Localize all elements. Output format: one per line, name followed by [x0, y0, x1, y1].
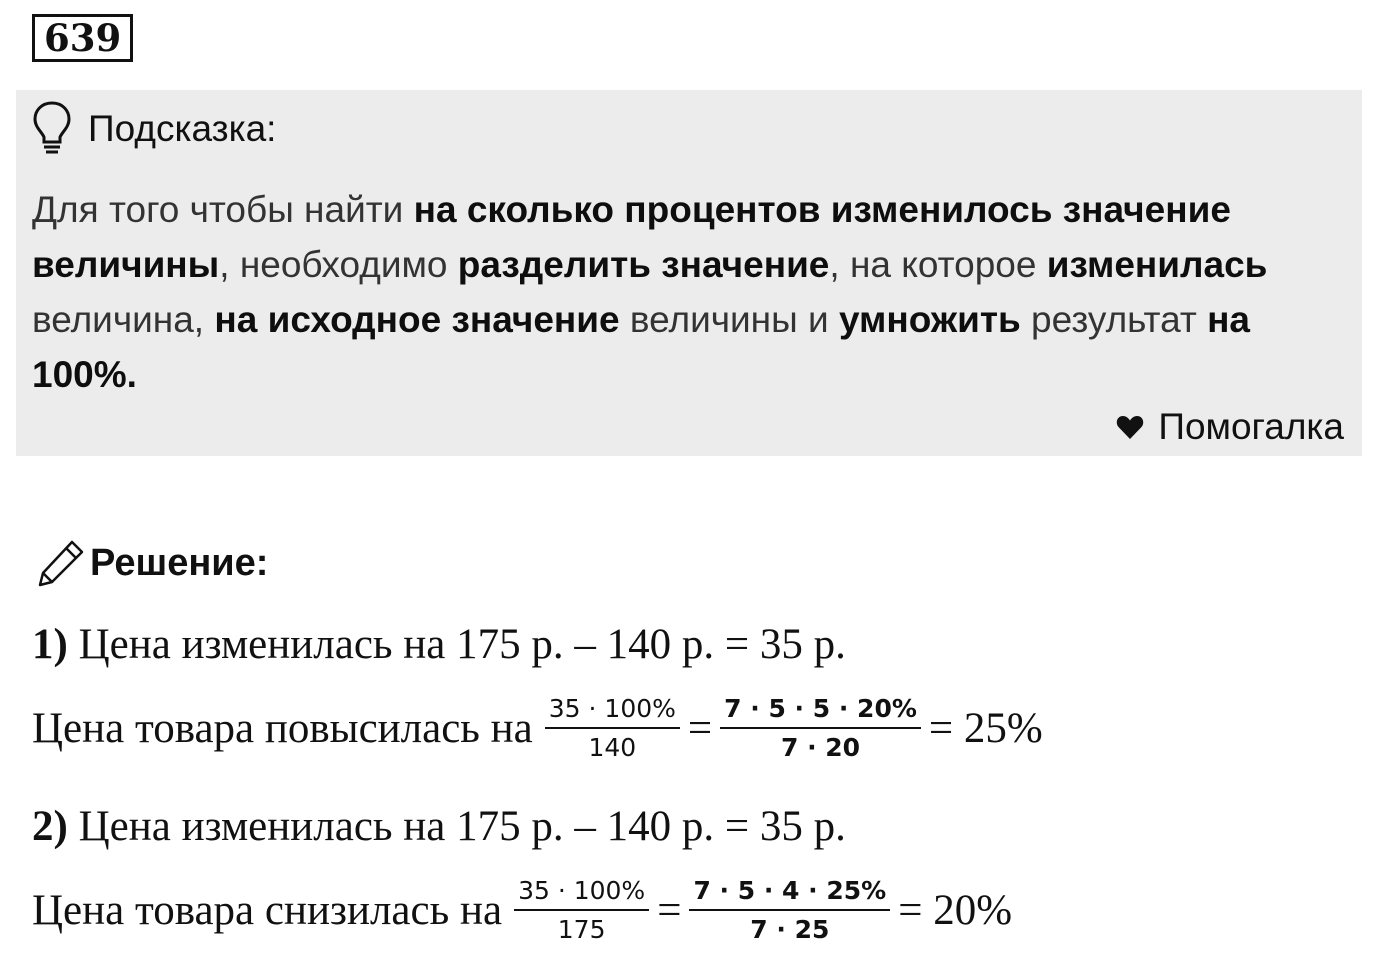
hint-text-run: Для того чтобы найти [32, 189, 414, 230]
equals-sign: = [657, 886, 682, 934]
credit [1116, 406, 1344, 448]
equals-sign: = [687, 704, 713, 752]
credit-label: Помогалка [1158, 406, 1344, 447]
hint-text-emphasis: изменилась [1046, 244, 1268, 285]
step1-fraction-2 [720, 694, 921, 762]
hint-text-emphasis: разделить значение [457, 244, 830, 285]
step2-fraction-1 [514, 876, 649, 944]
pencil-icon [36, 538, 86, 588]
hint-text-emphasis: на исходное значение [214, 299, 620, 340]
hint-text-run: величины и [619, 299, 839, 340]
step2-text: Цена изменилась на 175 р. – 140 р. = 35 р. [67, 803, 846, 850]
fraction-denominator: 7 · 20 [780, 733, 861, 762]
step2-fraction-2 [689, 876, 890, 944]
hint-text-emphasis: на 100%. [32, 299, 1251, 395]
step1-label: 1) [32, 621, 68, 668]
fraction-numerator: 7 · 5 · 4 · 25% [689, 876, 890, 911]
step2-line [32, 802, 846, 851]
step2-result-text: Цена товара снизилась на [32, 886, 503, 934]
fraction-numerator: 35 · 100% [514, 876, 649, 911]
hint-text-run: величина, [32, 299, 215, 340]
hint-text [32, 182, 1348, 402]
step1-result: = 25% [928, 704, 1043, 752]
step2-result: = 20% [898, 886, 1013, 934]
step1-result-text: Цена товара повысилась на [32, 704, 533, 752]
hint-text-emphasis: умножить [838, 299, 1021, 340]
step1-fraction-1 [545, 694, 680, 762]
solution-header [36, 538, 268, 588]
hint-text-emphasis: на сколько процентов изменилось значение величины [32, 189, 1231, 285]
fraction-denominator: 7 · 25 [750, 915, 830, 944]
hint-box [16, 90, 1362, 456]
step2-result-line [32, 876, 1016, 944]
lightbulb-icon [32, 100, 72, 158]
hint-text-run: , на которое [829, 244, 1047, 285]
hint-text-run: , необходимо [219, 244, 458, 285]
step1-result-line [32, 694, 1047, 762]
step1-text: Цена изменилась на 175 р. – 140 р. = 35 р. [67, 621, 846, 668]
heart-icon [1116, 414, 1144, 440]
hint-header [32, 100, 276, 158]
fraction-denominator: 175 [557, 915, 606, 944]
step2-label: 2) [32, 803, 68, 850]
fraction-numerator: 35 · 100% [545, 694, 680, 729]
hint-text-run: результат [1020, 299, 1208, 340]
fraction-numerator: 7 · 5 · 5 · 20% [720, 694, 921, 729]
step1-line [32, 620, 846, 669]
solution-title: Решение: [90, 541, 269, 584]
hint-title: Подсказка: [88, 108, 277, 149]
task-number: 639 [32, 14, 133, 62]
fraction-denominator: 140 [588, 733, 637, 762]
